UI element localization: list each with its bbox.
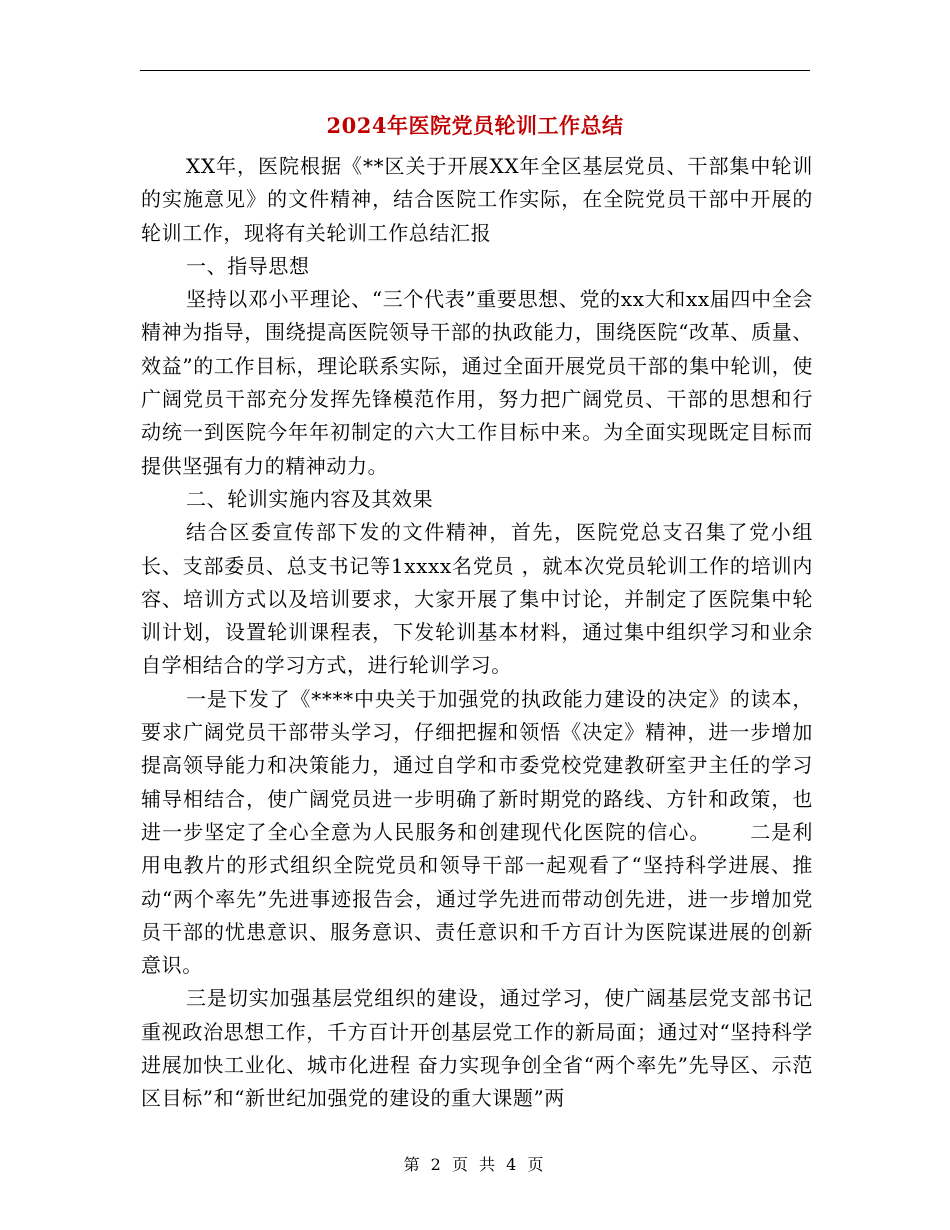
page-number-footer: 第 2 页 共 4 页: [403, 1155, 547, 1174]
document-body: [141, 150, 813, 1116]
paragraph-first-second-measure: 一是下发了《****中央关于加强党的执政能力建设的决定》的读本，要求广阔党员干部带头学习，仔细把握和领悟《决定》精神，进一步增加提高领导能力和决策能力，通过自学和市委党校党建教研室尹主任的学习辅导相结合，使广阔党员进一步明确了新时期党的路线、方针和政策，也进一步坚定了全心全意为人民服务和创建现代化医院的信心。 二是利用电教片的形式组织全院党员和领导干部一起观看了“坚持科学进展、推动“两个率先”先进事迹报告会，通过学先进而带动创先进，进一步增加党员干部的忧患意识、服务意识、责任意识和千方百计为医院谋进展的创新意识。: [141, 686, 813, 978]
paragraph-training-plan: 结合区委宣传部下发的文件精神，首先，医院党总支召集了党小组长、支部委员、总支书记等1xxxx名党员 ，就本次党员轮训工作的培训内容、培训方式以及培训要求，大家开展了集中讨论，并制定了医院集中轮训计划，设置轮训课程表，下发轮训基本材料，通过集中组织学习和业余自学相结合的学习方式，进行轮训学习。: [141, 520, 813, 678]
header-rule: [140, 70, 810, 71]
paragraph-third-measure: 三是切实加强基层党组织的建设，通过学习，使广阔基层党支部书记重视政治思想工作，千方百计开创基层党工作的新局面；通过对“坚持科学进展加快工业化、城市化进程 奋力实现争创全省“两个率先”先导区、示范区目标”和“新世纪加强党的建设的重大课题”两: [141, 986, 813, 1111]
paragraph-guiding-ideology: 坚持以邓小平理论、“三个代表”重要思想、党的xx大和xx届四中全会精神为指导，围绕提高医院领导干部的执政能力，围绕医院“改革、质量、效益”的工作目标，理论联系实际，通过全面开展党员干部的集中轮训，使广阔党员干部充分发挥先锋模范作用，努力把广阔党员、干部的思想和行动统一到医院今年年初制定的六大工作目标中来。为全面实现既定目标而提供坚强有力的精神动力。: [141, 287, 813, 478]
section-heading-training-content: 二、轮训实施内容及其效果: [186, 486, 434, 511]
section-heading-guiding-ideology: 一、指导思想: [186, 253, 310, 278]
document-title: 2024年医院党员轮训工作总结: [326, 113, 624, 138]
paragraph-intro: XX年，医院根据《**区关于开展XX年全区基层党员、干部集中轮训的实施意见》的文件精神，结合医院工作实际，在全院党员干部中开展的轮训工作，现将有关轮训工作总结汇报: [141, 154, 813, 245]
